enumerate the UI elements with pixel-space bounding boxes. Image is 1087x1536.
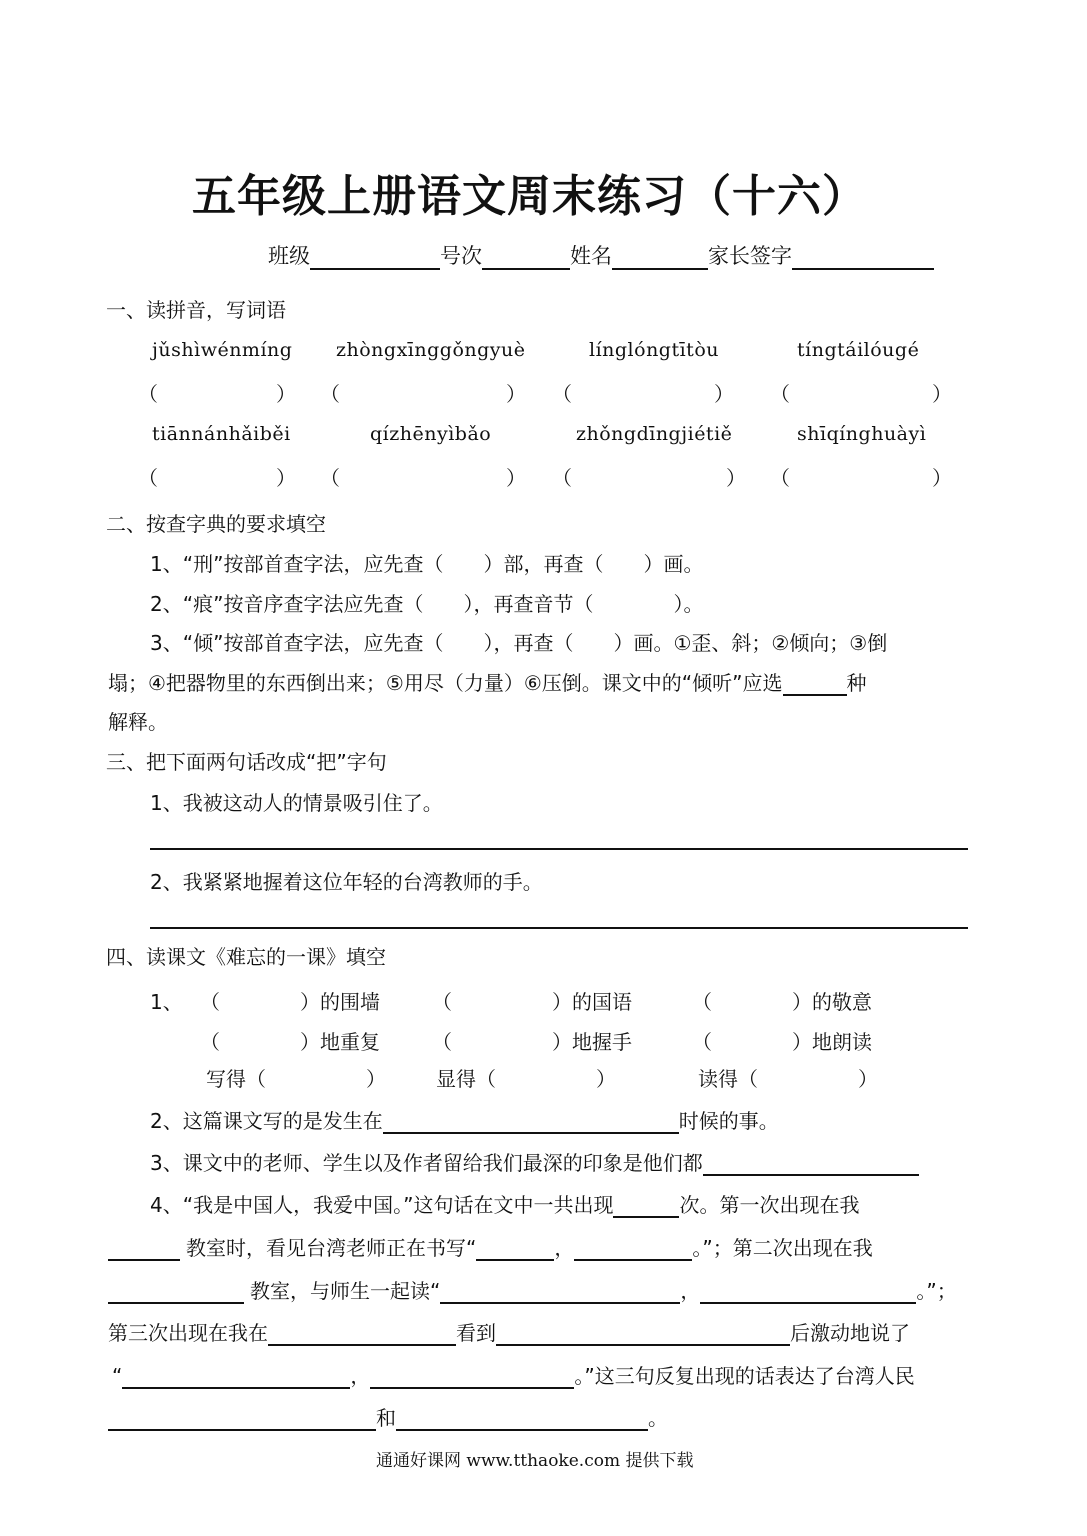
question-4-4-line6: 和 。 <box>108 1402 668 1431</box>
answer-close: ） <box>276 382 296 406</box>
fill-phrase[interactable]: 显得（ ） <box>436 1067 616 1091</box>
question-4-2: 2、这篇课文写的是发生在 时候的事。 <box>150 1109 779 1133</box>
question-3-1: 1、我被这动人的情景吸引住了。 <box>150 791 443 815</box>
answer-open[interactable]: （ <box>320 466 340 490</box>
answer-open[interactable]: （ <box>138 466 158 490</box>
answer-blank[interactable] <box>574 1237 692 1261</box>
answer-open[interactable]: （ <box>138 382 158 406</box>
question-4-4-line5: “ ， 。”这三句反复出现的话表达了台湾人民 <box>112 1364 915 1388</box>
parent-sign-label: 家长签字 <box>708 244 792 268</box>
question-4-4-line2: 教室时，看见台湾老师正在书写“ ， 。”；第二次出现在我 <box>108 1232 873 1261</box>
answer-close: ） <box>506 466 526 490</box>
answer-blank[interactable] <box>396 1407 648 1431</box>
answer-close: ） <box>932 382 952 406</box>
pinyin-item: línglóngtītòu <box>589 339 719 361</box>
fill-phrase[interactable]: （ ）地朗读 <box>692 1030 872 1054</box>
answer-close: ） <box>714 382 734 406</box>
question-2-3-line2: 塌；④把器物里的东西倒出来；⑤用尽（力量）⑥压倒。课文中的“倾听”应选 种 <box>108 671 867 695</box>
pinyin-item: jǔshìwénmíng <box>152 339 293 361</box>
answer-open[interactable]: （ <box>770 466 790 490</box>
question-2-1: 1、“刑”按部首查字法，应先查（ ）部，再查（ ）画。 <box>150 552 704 576</box>
section-1-heading: 一、读拼音，写词语 <box>106 298 286 322</box>
question-2-2: 2、“痕”按音序查字法应先查（ ），再查音节（ ）。 <box>150 592 704 616</box>
answer-close: ） <box>932 466 952 490</box>
question-4-3: 3、课文中的老师、学生以及作者留给我们最深的印象是他们都 <box>150 1147 919 1176</box>
pinyin-item: zhòngxīnggǒngyuè <box>336 339 526 361</box>
answer-blank[interactable] <box>108 1237 180 1261</box>
answer-close: ） <box>726 466 746 490</box>
answer-blank[interactable] <box>122 1365 350 1389</box>
answer-blank[interactable] <box>700 1280 916 1304</box>
fill-phrase[interactable]: （ ）地握手 <box>432 1030 632 1054</box>
question-3-2: 2、我紧紧地握着这位年轻的台湾教师的手。 <box>150 870 543 894</box>
answer-open[interactable]: （ <box>552 466 572 490</box>
pinyin-item: tiānnánhǎiběi <box>152 423 291 445</box>
answer-close: ） <box>506 382 526 406</box>
question-4-4-line1: 4、“我是中国人，我爱中国。”这句话在文中一共出现 次。第一次出现在我 <box>150 1193 860 1217</box>
question-2-3-line3: 解释。 <box>108 710 168 734</box>
question-4-4-line3: 教室，与师生一起读“ ， 。”； <box>108 1275 957 1304</box>
page-title: 五年级上册语文周末练习（十六） <box>192 171 867 222</box>
answer-line[interactable] <box>150 927 968 929</box>
section-3-heading: 三、把下面两句话改成“把”字句 <box>106 750 387 774</box>
question-4-4-line4: 第三次出现在我在 看到 后激动地说了 <box>108 1321 910 1345</box>
answer-blank[interactable] <box>783 672 847 696</box>
answer-open[interactable]: （ <box>770 382 790 406</box>
info-row <box>268 240 934 270</box>
answer-blank[interactable] <box>703 1152 919 1176</box>
pinyin-item: tíngtáilóugé <box>797 339 920 361</box>
question-2-3-line1: 3、“倾”按部首查字法，应先查（ ），再查（ ）画。①歪、斜；②倾向；③倒 <box>150 631 888 655</box>
answer-blank[interactable] <box>496 1322 790 1346</box>
name-field[interactable] <box>612 244 708 270</box>
answer-blank[interactable] <box>440 1280 680 1304</box>
question-4-1-num: 1、 <box>150 990 183 1014</box>
answer-blank[interactable] <box>476 1237 554 1261</box>
fill-phrase[interactable]: 写得（ ） <box>206 1067 386 1091</box>
answer-blank[interactable] <box>370 1365 574 1389</box>
fill-phrase[interactable]: （ ）的围墙 <box>200 990 380 1014</box>
section-4-heading: 四、读课文《难忘的一课》填空 <box>106 945 386 969</box>
answer-blank[interactable] <box>108 1407 376 1431</box>
fill-phrase[interactable]: （ ）的敬意 <box>692 990 872 1014</box>
class-label: 班级 <box>268 244 310 268</box>
answer-open[interactable]: （ <box>552 382 572 406</box>
answer-close: ） <box>276 466 296 490</box>
pinyin-item: shīqínghuàyì <box>797 423 927 445</box>
answer-blank[interactable] <box>108 1280 244 1304</box>
answer-blank[interactable] <box>613 1194 679 1218</box>
pinyin-item: zhǒngdīngjiétiě <box>576 423 733 445</box>
answer-blank[interactable] <box>383 1110 679 1134</box>
fill-phrase[interactable]: （ ）地重复 <box>200 1030 380 1054</box>
answer-blank[interactable] <box>268 1322 456 1346</box>
class-field[interactable] <box>310 244 440 270</box>
pinyin-item: qízhēnyìbǎo <box>370 423 492 445</box>
parent-sign-field[interactable] <box>792 244 934 270</box>
footer-credit: 通通好课网 www.tthaoke.com 提供下载 <box>376 1451 694 1471</box>
answer-line[interactable] <box>150 848 968 850</box>
fill-phrase[interactable]: 读得（ ） <box>698 1067 878 1091</box>
fill-phrase[interactable]: （ ）的国语 <box>432 990 632 1014</box>
answer-open[interactable]: （ <box>320 382 340 406</box>
number-label: 号次 <box>440 244 482 268</box>
section-2-heading: 二、按查字典的要求填空 <box>106 512 326 536</box>
number-field[interactable] <box>482 244 570 270</box>
name-label: 姓名 <box>570 244 612 268</box>
